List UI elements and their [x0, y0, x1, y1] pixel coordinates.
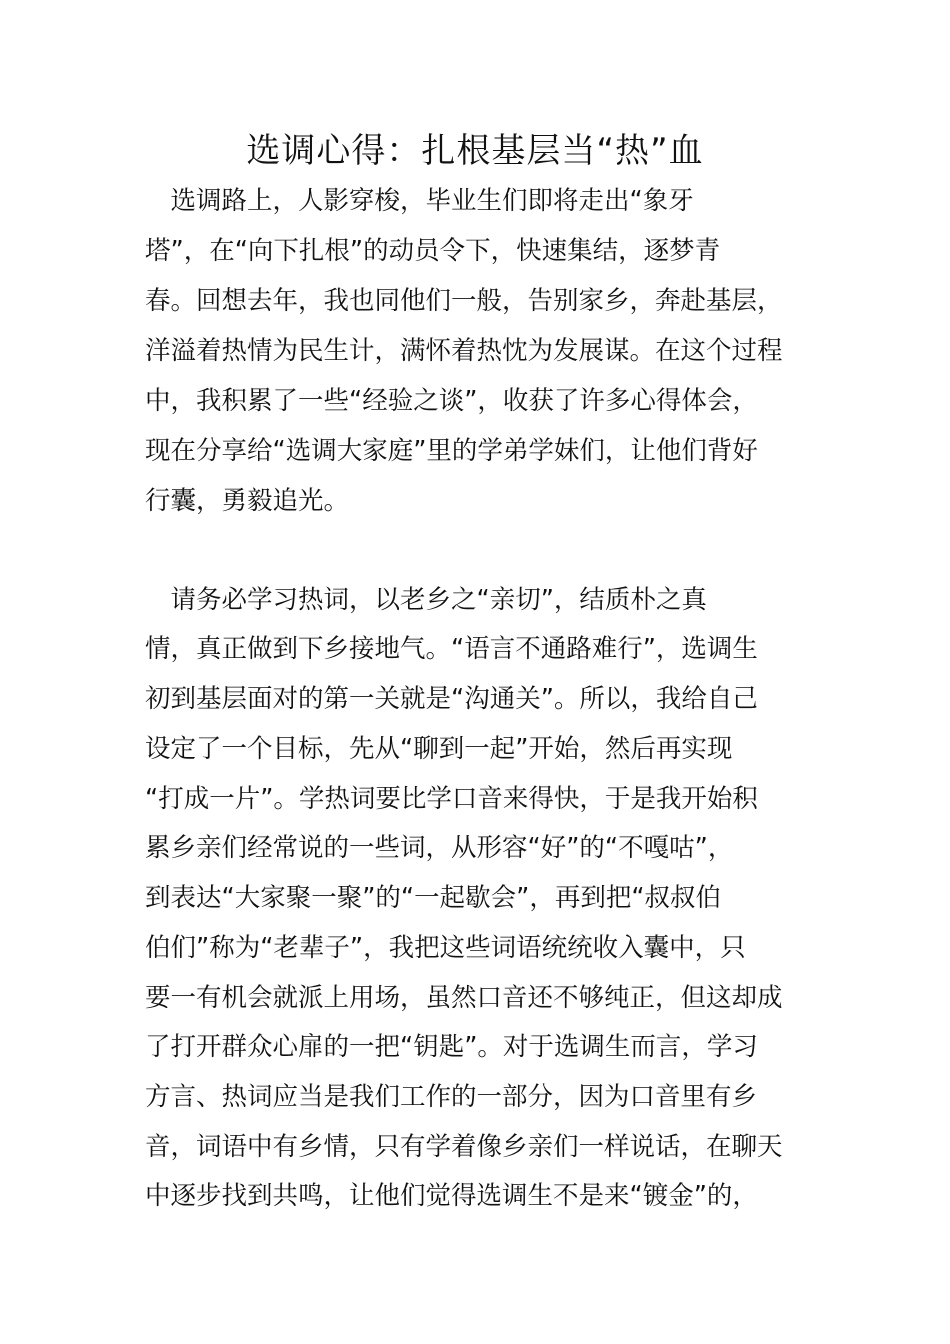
paragraph-2-line-2: 情，真正做到下乡接地气。“语言不通路难行”，选调生: [145, 634, 758, 664]
paragraph-1-line-2: 塔”，在“向下扎根”的动员令下，快速集结，逐梦青: [145, 236, 721, 266]
paragraph-2-line-11: 方言、热词应当是我们工作的一部分，因为口音里有乡: [145, 1082, 758, 1112]
paragraph-2-line-9: 要一有机会就派上用场，虽然口音还不够纯正，但这却成: [145, 983, 783, 1013]
paragraph-2-line-6: 累乡亲们经常说的一些词，从形容“好”的“不嘎咕”，: [145, 833, 734, 863]
paragraph-2-line-10: 了打开群众心扉的一把“钥匙”。对于选调生而言，学习: [145, 1032, 758, 1062]
paragraph-2-line-13: 中逐步找到共鸣，让他们觉得选调生不是来“镀金”的，: [145, 1181, 758, 1211]
paragraph-2-line-5: “打成一片”。学热词要比学口音来得快，于是我开始积: [145, 784, 758, 814]
paragraph-2-line-1: 请务必学习热词，以老乡之“亲切”，结质朴之真: [145, 585, 707, 615]
paragraph-1-line-7: 行囊，勇毅追光。: [145, 486, 350, 516]
paragraph-2-line-12: 音，词语中有乡情，只有学着像乡亲们一样说话，在聊天: [145, 1132, 783, 1162]
paragraph-1-line-1: 选调路上，人影穿梭，毕业生们即将走出“象牙: [145, 186, 694, 216]
paragraph-1-line-6: 现在分享给“选调大家庭”里的学弟学妹们，让他们背好: [145, 436, 758, 466]
paragraph-1-line-5: 中，我积累了一些“经验之谈”，收获了许多心得体会，: [145, 386, 758, 416]
paragraph-2-line-8: 伯们”称为“老辈子”，我把这些词语统统收入囊中，只: [145, 933, 746, 963]
paragraph-1-line-3: 春。回想去年，我也同他们一般，告别家乡，奔赴基层，: [145, 286, 783, 316]
document-title: 选调心得：扎根基层当“热”血: [246, 131, 704, 171]
paragraph-2-line-7: 到表达“大家聚一聚”的“一起歇会”，再到把“叔叔伯: [145, 883, 722, 913]
paragraph-1-line-4: 洋溢着热情为民生计，满怀着热忱为发展谋。在这个过程: [145, 336, 783, 366]
paragraph-2-line-4: 设定了一个目标，先从“聊到一起”开始，然后再实现: [145, 734, 733, 764]
paragraph-2-line-3: 初到基层面对的第一关就是“沟通关”。所以，我给自己: [145, 684, 758, 714]
